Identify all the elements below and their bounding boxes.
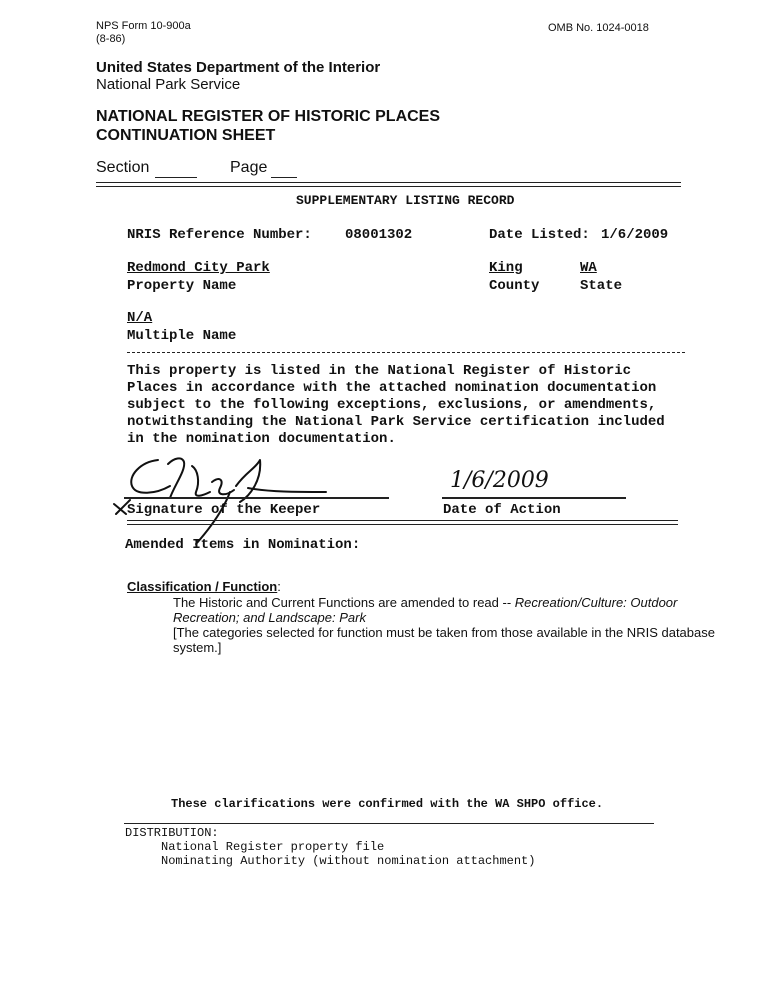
statement-line: notwithstanding the National Park Service certification included (127, 414, 665, 430)
department-heading: United States Department of the Interior (96, 59, 381, 76)
property-name-value: Redmond City Park (127, 260, 270, 276)
agency-heading: National Park Service (96, 76, 241, 93)
date-listed-value: 1/6/2009 (601, 227, 669, 243)
dashed-separator (127, 352, 685, 353)
page-subtitle: CONTINUATION SHEET (96, 127, 276, 144)
property-name-label: Property Name (127, 278, 237, 294)
omb-number: OMB No. 1024-0018 (548, 22, 649, 34)
nris-value: 08001302 (345, 227, 413, 243)
amendment-line-4: system.] (173, 640, 222, 655)
section-blank (155, 177, 197, 178)
multiple-name-value: N/A (127, 310, 153, 326)
double-rule (96, 182, 681, 187)
amendment-heading (127, 579, 281, 594)
distribution-rule (124, 823, 654, 824)
distribution-item: Nominating Authority (without nomination attachment) (161, 854, 536, 868)
multiple-name-label: Multiple Name (127, 328, 237, 344)
amendment-heading-text: Classification / Function (127, 579, 278, 594)
statement-line: in the nomination documentation. (127, 431, 396, 447)
amendment-line-1-plain: The Historic and Current Functions are amended to read -- (173, 595, 515, 610)
county-label: County (489, 278, 540, 294)
nris-label: NRIS Reference Number: (127, 227, 312, 243)
amendment-line-1-italic: Recreation/Culture: Outdoor (514, 595, 678, 610)
date-line (442, 497, 626, 499)
form-number: NPS Form 10-900a (96, 20, 191, 32)
distribution-label: DISTRIBUTION: (125, 826, 219, 840)
statement-line: This property is listed in the National Register of Historic (127, 363, 632, 379)
amendment-line-2: Recreation; and Landscape: Park (173, 610, 366, 625)
form-date: (8-86) (96, 33, 126, 45)
date-of-action-handwritten: 1/6/2009 (450, 468, 549, 493)
date-of-action-label: Date of Action (443, 502, 561, 518)
signature-line (124, 497, 389, 499)
record-heading: SUPPLEMENTARY LISTING RECORD (296, 193, 515, 208)
clarification-note: These clarifications were confirmed with the WA SHPO office. (171, 797, 604, 811)
page-label: Page (230, 159, 268, 176)
state-value: WA (580, 260, 597, 276)
state-label: State (580, 278, 623, 294)
section-label: Section (96, 159, 150, 176)
signature-label: Signature of the Keeper (127, 502, 321, 518)
page-title: NATIONAL REGISTER OF HISTORIC PLACES (96, 108, 441, 125)
page-blank (271, 177, 297, 178)
distribution-item: National Register property file (161, 840, 385, 854)
statement-line: subject to the following exceptions, exclusions, or amendments, (127, 397, 657, 413)
amendment-line-3: [The categories selected for function must be taken from those available in the NRIS database (173, 625, 715, 640)
county-value: King (489, 260, 523, 276)
amendment-line-1 (173, 595, 677, 610)
statement-line: Places in accordance with the attached nomination documentation (127, 380, 657, 396)
amended-items-label: Amended Items in Nomination: (125, 537, 361, 553)
double-rule-lower (127, 520, 678, 525)
amendment-heading-colon: : (277, 579, 281, 594)
date-listed-label: Date Listed: (489, 227, 590, 243)
